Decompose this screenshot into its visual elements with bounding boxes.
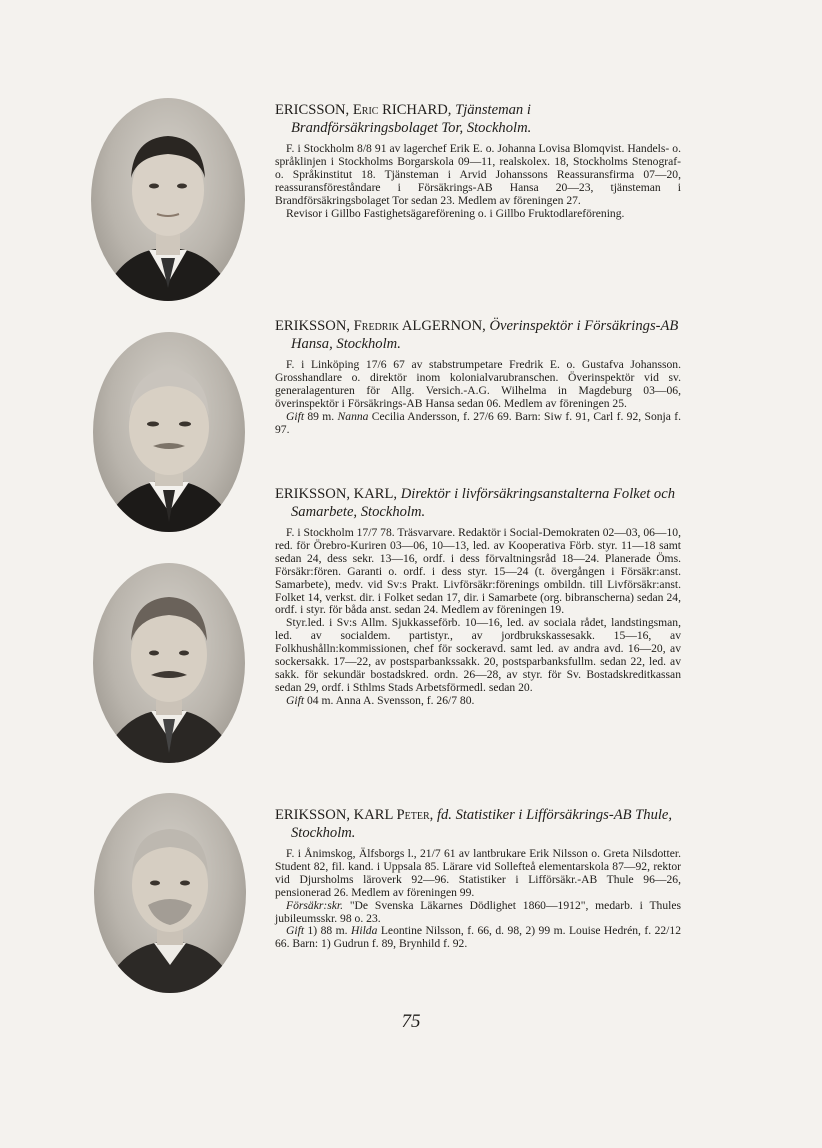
- entry-heading: ERIKSSON, KARL, Direktör i livförsäkringsanstalterna Folket och Samarbete, Stockholm.: [275, 486, 675, 520]
- portrait-photo: [93, 332, 245, 532]
- man-portrait-icon: [91, 98, 245, 301]
- entry-paragraph: F. i Stockholm 17/7 78. Träsvarvare. Redaktör i Social-Demokraten 02—03, 06—10, red. för Örebro-Kuriren 03—06, 10—13, led. av Kooperativa Förb. styr. 11—18 samt sedan 24, dess sekr. 13—16, ordf. i dess förvaltningsråd 18—24. Planerade Öms. Försäkr:fören. Garanti o. ordf. i dess styr. 15—24 (t. övergången i Försäkr:anst. Samarbete), medv. vid Sv:s Prakt. Livförsäkr:förenings ombildn. till Livförsäkr:anst. Folket 14, verkst. dir. i Folket sedan 17, dir. i Samarbete (org. bibranscherna) sedan 24, ordf. i styr. för båda anst. sedan 24. Medlem av föreningen 19.: [275, 526, 681, 617]
- entry-paragraph: F. i Ånimskog, Älfsborgs l., 21/7 61 av lantbrukare Erik Nilsson o. Greta Nilsdotter. Student 82, fil. kand. i Uppsala 85. Lärare vid Sollefteå elementarskola 87—92, rektor vid Djursholms läroverk 92—96. Statistiker i Lifförsäkr.-AB Thule 96—26, pensionerad 26. Medlem av föreningen 99.: [275, 847, 681, 899]
- entry-paragraph: F. i Stockholm 8/8 91 av lagerchef Erik E. o. Johanna Lovisa Blomqvist. Handels- o. språklinjen i Stockholms Borgarskola 09—11, realskolex. 18, Stockholms Stenograf- o. Språkinstitut 18. Tjänsteman i Arvid Johanssons Reassuransfirma 07—20, reassuransföreståndare i Försäkrings-AB Hansa 20—23, tjänsteman i Brandförsäkringsbolaget Tor sedan 23. Medlem av föreningen 27.: [275, 142, 681, 207]
- biography-entry: [275, 807, 681, 951]
- biography-entry: [275, 102, 681, 220]
- entry-paragraph: Försäkr:skr. "De Svenska Läkarnes Dödlighet 1860—1912", medarb. i Thules jubileumsskr. 98 o. 23.: [275, 898, 681, 925]
- man-portrait-icon: [93, 563, 245, 763]
- entry-paragraph: F. i Linköping 17/6 67 av stabstrumpetare Fredrik E. o. Gustafva Johansson. Grosshandlare o. direktör inom kolonialvarubranschen. Överinspektör vid sv. generalagenturen för Allg. Versich.-A.G. Wilhelma in Magdeburg 03—06, överinspektör i Försäkrings-AB Hansa sedan 06. Medlem av föreningen 25.: [275, 358, 681, 410]
- biography-entry: [275, 318, 681, 436]
- entry-paragraph: Gift 04 m. Anna A. Svensson, f. 26/7 80.: [286, 693, 475, 707]
- portrait-photo: [94, 793, 246, 993]
- entry-heading: ERIKSSON, Fredrik ALGERNON, Överinspektör i Försäkrings-AB Hansa, Stockholm.: [275, 318, 679, 352]
- entry-paragraph: Gift 89 m. Nanna Cecilia Andersson, f. 27/6 69. Barn: Siw f. 91, Carl f. 92, Sonja f. 97.: [275, 409, 681, 436]
- biography-entry: [275, 486, 681, 708]
- entry-paragraph: Gift 1) 88 m. Hilda Leontine Nilsson, f. 66, d. 98, 2) 99 m. Louise Hedrén, f. 22/12 66. Barn: 1) Gudrun f. 89, Brynhild f. 92.: [275, 924, 681, 951]
- portrait-photo: [93, 563, 245, 763]
- entry-paragraph: Revisor i Gillbo Fastighetsägareförening o. i Gillbo Fruktodlareförening.: [286, 206, 625, 220]
- portrait-photo: [91, 98, 245, 301]
- page-number: 75: [401, 1011, 421, 1032]
- man-portrait-icon: [93, 332, 245, 532]
- entry-heading: ERICSSON, Eric RICHARD, Tjänsteman i Brandförsäkringsbolaget Tor, Stockholm.: [275, 102, 532, 136]
- man-portrait-icon: [94, 793, 246, 993]
- entry-paragraph: Styr.led. i Sv:s Allm. Sjukkasseförb. 10—16, led. av sociala rådet, landstingsman, led. av socialdem. partistyr., av jordbrukskassesakk. 15—16, av Folkhushålln:kommissionen, chef för sockeravd. samt led. av andra avd. 16—20, av sockersakk. 17—22, av postsparbankssakk. 20, postsparbanksfullm. sedan 22, led. av sakk. för sekundär bostadskred. ordn. 26—28, av styr. för Sv. Bostadskreditkassan sedan 29, ordf. i Sthlms Stads Arbetsförmedl. sedan 20.: [275, 616, 681, 694]
- entry-heading: ERIKSSON, KARL Peter, fd. Statistiker i Lifförsäkrings-AB Thule, Stockholm.: [275, 807, 673, 841]
